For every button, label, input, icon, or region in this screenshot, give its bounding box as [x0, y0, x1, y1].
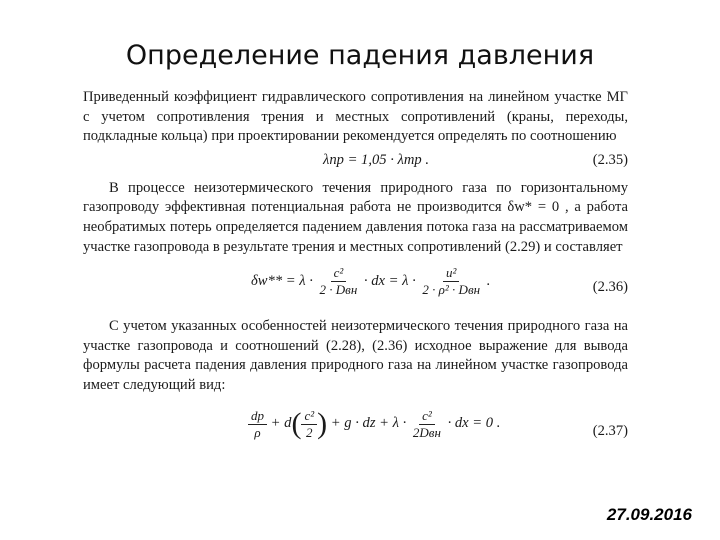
equation-2-37	[83, 408, 628, 458]
eq-2-37-f3-denominator: 2Dвн	[412, 424, 441, 440]
equation-2-35	[83, 151, 628, 173]
equation-2-36-formula	[251, 265, 491, 298]
left-paren: (	[291, 407, 302, 441]
right-paren: )	[317, 407, 328, 441]
eq-2-36-f1-numerator: c²	[331, 265, 347, 282]
eq-2-36-end: .	[486, 273, 491, 289]
eq-2-36-start: δw** = λ ·	[251, 273, 313, 289]
eq-2-37-f1-denominator: ρ	[254, 424, 261, 440]
paragraph-3: С учетом указанных особенностей неизотермического течения природного газа на участке газопровода и соотношений (2.28), (2.36) исходное выражение для вывода формулы расчета падения давления природного газа на линейном участке газопровода имеет следующий вид:	[83, 318, 628, 393]
equation-2-35-formula: λпр = 1,05 · λтр .	[323, 151, 429, 168]
eq-2-37-end: · dx = 0 .	[447, 415, 501, 432]
eq-2-36-f2-denominator: 2 · ρ² · Dвн	[422, 282, 481, 298]
paragraph-2: В процессе неизотермического течения природного газа по горизонтальному газопроводу эффективная потенциальная работа не производится δw* = 0 , а работа необратимых потерь определяется падением давления потока газа на рассматриваемом участке газопровода в результате трения и местных сопротивлений (2.29) и составляет	[83, 179, 628, 255]
eq-2-36-fraction-1	[317, 265, 361, 298]
eq-2-37-fraction-1	[248, 408, 267, 441]
eq-2-37-f3-numerator: c²	[419, 408, 435, 425]
equation-2-36-number: (2.36)	[592, 279, 628, 296]
eq-2-37-fraction-3	[410, 408, 444, 441]
eq-2-37-f1-numerator: dp	[248, 408, 267, 425]
eq-2-37-d: + d	[270, 415, 292, 432]
equation-2-37-formula	[248, 407, 501, 441]
slide-body	[83, 88, 628, 464]
eq-2-37-fraction-2	[301, 408, 317, 441]
paragraph-1: Приведенный коэффициент гидравлического сопротивления на линейном участке МГ с учетом сопротивления трения и местных сопротивлений (краны, переходы, подкладные кольца) при проектировании рекомендуется определять по соотношению	[83, 89, 628, 145]
equation-2-36	[83, 265, 628, 311]
eq-2-36-f2-numerator: u²	[443, 265, 459, 282]
eq-2-36-f1-denominator: 2 · Dвн	[319, 282, 358, 298]
equation-2-35-number: (2.35)	[592, 151, 628, 168]
eq-2-36-fraction-2	[419, 265, 483, 298]
slide-title: Определение падения давления	[125, 40, 595, 71]
equation-2-37-number: (2.37)	[592, 422, 628, 439]
eq-2-37-f2-denominator: 2	[306, 424, 313, 440]
eq-2-36-mid: · dx = λ ·	[363, 273, 416, 289]
eq-2-37-f2-numerator: c²	[301, 408, 317, 425]
eq-2-37-mid: + g · dz + λ ·	[330, 415, 407, 432]
slide-date: 27.09.2016	[606, 505, 692, 524]
